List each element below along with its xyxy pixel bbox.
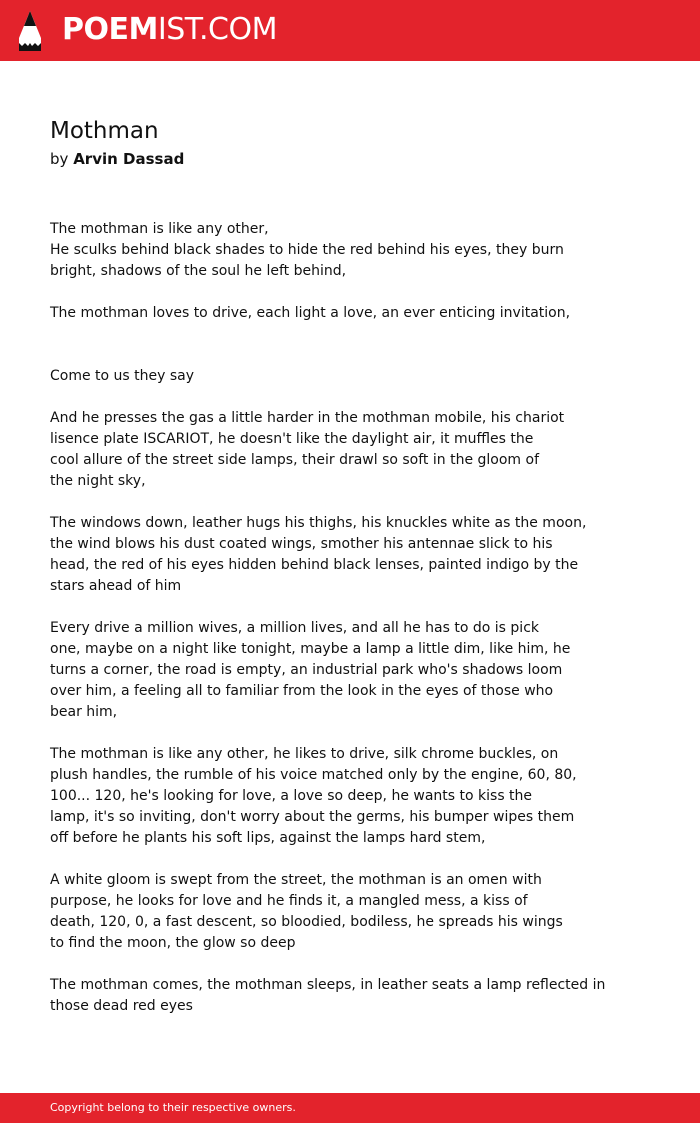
poem-line: purpose, he looks for love and he finds it, a mangled mess, a kiss of — [50, 893, 528, 909]
poem-line: the night sky, — [50, 473, 146, 489]
poem-line: one, maybe on a night like tonight, maybe a lamp a little dim, like him, he — [50, 641, 571, 657]
poem-line: bright, shadows of the soul he left behind, — [50, 263, 347, 279]
poem-line: the wind blows his dust coated wings, smother his antennae slick to his — [50, 536, 553, 552]
poem-line: The mothman loves to drive, each light a love, an ever enticing invitation, — [50, 305, 571, 321]
poem-line: lisence plate ISCARIOT, he doesn't like the daylight air, it muffles the — [50, 431, 534, 447]
poem-line: cool allure of the street side lamps, their drawl so soft in the gloom of — [50, 452, 540, 468]
poem-line: plush handles, the rumble of his voice matched only by the engine, 60, 80, — [50, 767, 577, 783]
poem-line: 100... 120, he's looking for love, a love so deep, he wants to kiss the — [50, 788, 533, 804]
poem-line: And he presses the gas a little harder in the mothman mobile, his chariot — [50, 410, 565, 426]
stanza-break — [50, 345, 650, 366]
poem-line: The mothman is like any other, — [50, 221, 269, 237]
stanza-break — [50, 849, 650, 870]
poem-title: Mothman — [50, 118, 159, 144]
poem-line: stars ahead of him — [50, 578, 182, 594]
poem-line: He sculks behind black shades to hide the red behind his eyes, they burn — [50, 242, 564, 258]
poem-line: Come to us they say — [50, 368, 195, 384]
poem-line: off before he plants his soft lips, against the lamps hard stem, — [50, 830, 486, 846]
poem-line: A white gloom is swept from the street, the mothman is an omen with — [50, 872, 542, 888]
poem-line: turns a corner, the road is empty, an industrial park who's shadows loom — [50, 662, 563, 678]
poem-line: lamp, it's so inviting, don't worry about the germs, his bumper wipes them — [50, 809, 575, 825]
poem-line: death, 120, 0, a fast descent, so bloodied, bodiless, he spreads his wings — [50, 914, 563, 930]
byline — [50, 149, 184, 169]
stanza-break — [50, 954, 650, 975]
poem-line: over him, a feeling all to familiar from the look in the eyes of those who — [50, 683, 554, 699]
poem-line: The windows down, leather hugs his thighs, his knuckles white as the moon, — [50, 515, 587, 531]
site-header — [0, 0, 700, 61]
logo-light-text: IST.COM — [157, 12, 277, 47]
site-logo[interactable] — [62, 12, 277, 48]
stanza-break — [50, 387, 650, 408]
by-label: by — [50, 150, 69, 168]
logo-bold-text: POEM — [62, 12, 158, 47]
stanza-break — [50, 324, 650, 345]
poem-line: head, the red of his eyes hidden behind black lenses, painted indigo by the — [50, 557, 579, 573]
poem-line: those dead red eyes — [50, 998, 193, 1014]
stanza-break — [50, 597, 650, 618]
poem-line: The mothman comes, the mothman sleeps, in leather seats a lamp reflected in — [50, 977, 606, 993]
poem-line: Every drive a million wives, a million lives, and all he has to do is pick — [50, 620, 540, 636]
author-name: Arvin Dassad — [73, 150, 185, 168]
stanza-break — [50, 492, 650, 513]
poem-body — [50, 219, 650, 1017]
site-footer — [0, 1093, 700, 1123]
poem-line: bear him, — [50, 704, 118, 720]
stanza-break — [50, 282, 650, 303]
stanza-break — [50, 723, 650, 744]
poem-line: to find the moon, the glow so deep — [50, 935, 296, 951]
copyright-text: Copyright belong to their respective owners. — [50, 1101, 296, 1114]
pencil-tip-icon — [18, 10, 42, 52]
poem-line: The mothman is like any other, he likes to drive, silk chrome buckles, on — [50, 746, 559, 762]
